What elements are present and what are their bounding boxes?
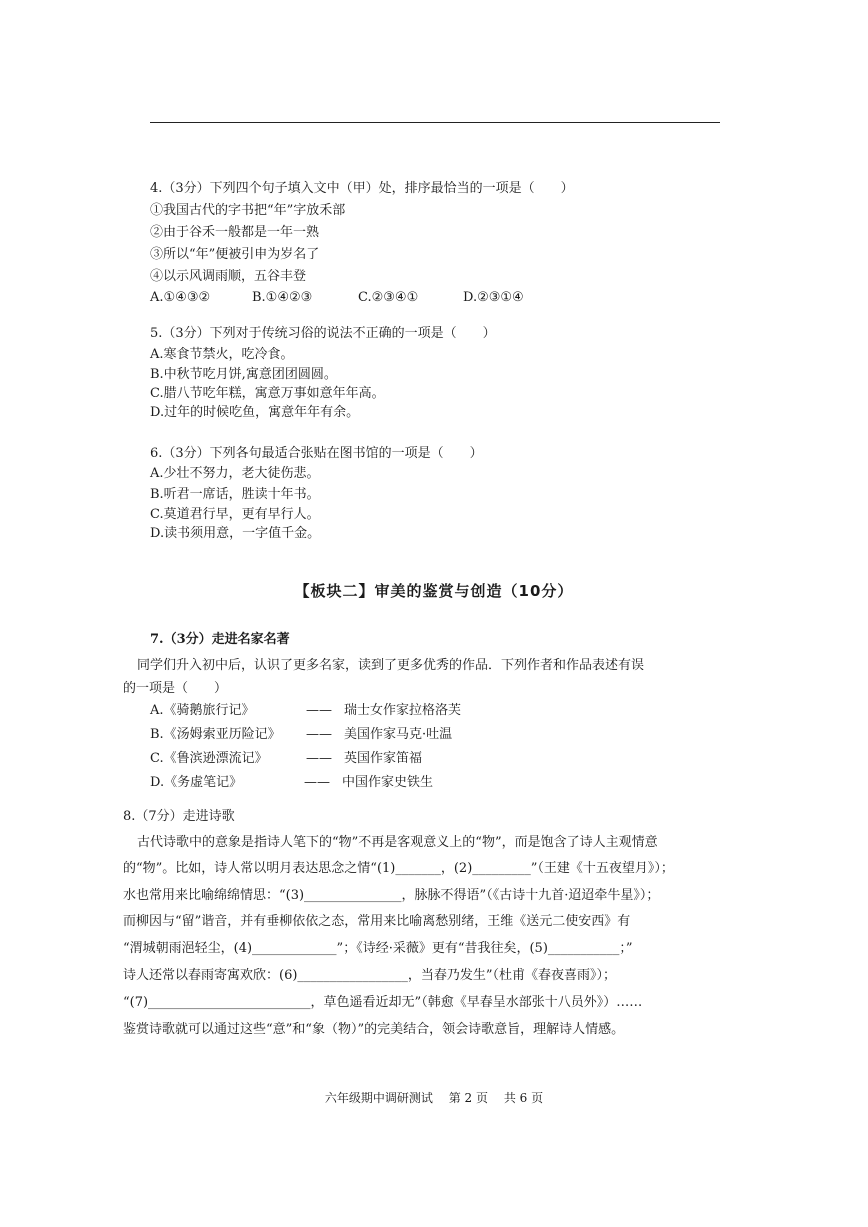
q7-option-b-author: 美国作家马克·吐温 [344,727,453,742]
q6-stem: 6.（3分）下列各句最适合张贴在图书馆的一项是（ ） [150,446,483,461]
q7-title: 7.（3分）走进名家名著 [150,632,290,647]
q8-title: 8.（7分）走进诗歌 [123,809,235,824]
footer-page-number: 第 2 页 [448,1091,488,1105]
q8-line: 而柳因与“留”谐音，并有垂柳依依之态，常用来比喻离愁别绪，王维《送元二使安西》有 [123,914,631,929]
q7-option-c-dash: —— [306,751,332,766]
header-rule [150,122,720,123]
q8-line: 古代诗歌中的意象是指诗人笔下的“物”不再是客观意义上的“物”，而是饱含了诗人主观情意 [137,835,658,850]
q7-option-b-dash: —— [306,727,332,742]
q7-option-c-author: 英国作家笛福 [344,751,423,766]
q8-line: “渭城朝雨浥轻尘，(4)_____________”；《诗经·采薇》更有“昔我往矣，(5)___________；” [123,941,633,956]
q8-line: 水也常用来比喻绵绵情思：“(3)_______________，脉脉不得语”（《古诗十九首·迢迢牵牛星》）； [123,888,660,903]
q4-item: ③所以“年”便被引申为岁名了 [150,247,320,262]
q5-option-b: B.中秋节吃月饼,寓意团团圆圆。 [150,367,337,382]
q7-option-d-dash: —— [304,775,330,790]
q8-line: 鉴赏诗歌就可以通过这些“意”和“象（物）”的完美结合，领会诗歌意旨，理解诗人情感。 [123,1022,625,1037]
q7-option-a-dash: —— [306,703,332,718]
footer-exam-name: 六年级期中调研测试 [324,1091,433,1105]
q6-option-a: A.少壮不努力，老大徒伤悲。 [150,466,320,481]
q8-line: 诗人还常以春雨寄寓欢欣：(6)_________________，当春乃发生”（杜甫《春夜喜雨》）； [123,968,617,983]
q7-option-d-author: 中国作家史铁生 [342,775,434,790]
q6-option-d: D.读书须用意，一字值千金。 [150,526,321,541]
q7-option-c-book: C.《鲁滨逊漂流记》 [150,751,268,766]
section-heading: 【板块二】审美的鉴赏与创造（10分） [294,582,574,600]
q7-option-a-author: 瑞士女作家拉格洛芙 [344,703,462,718]
q4-option-a: A.①④③② [150,290,211,305]
footer-total-pages: 共 6 页 [503,1091,544,1105]
q7-option-d-book: D.《务虚笔记》 [150,775,243,790]
q7-option-b-book: B.《汤姆索亚历险记》 [150,727,281,742]
page-footer [0,1089,868,1106]
q5-stem: 5.（3分）下列对于传统习俗的说法不正确的一项是（ ） [150,326,496,341]
q5-option-c: C.腊八节吃年糕，寓意万事如意年年高。 [150,386,385,401]
q6-option-b: B.听君一席话，胜读十年书。 [150,487,320,502]
q4-stem: 4.（3分）下列四个句子填入文中（甲）处，排序最恰当的一项是（ ） [150,181,574,196]
q4-option-c: C.②③④① [358,290,419,305]
q7-option-a-book: A.《骑鹅旅行记》 [150,703,255,718]
q4-option-b: B.①④②③ [252,290,313,305]
q5-option-a: A.寒食节禁火，吃冷食。 [150,347,294,362]
q4-item: ④以示风调雨顺，五谷丰登 [150,269,307,284]
q7-intro: 的一项是（ ） [123,681,228,696]
q5-option-d: D.过年的时候吃鱼，寓意年年有余。 [150,405,360,420]
q6-option-c: C.莫道君行早，更有早行人。 [150,507,320,522]
q4-option-d: D.②③①④ [463,290,524,305]
q4-item: ②由于谷禾一般都是一年一熟 [150,225,320,240]
q4-item: ①我国古代的字书把“年”字放禾部 [150,203,346,218]
q8-line: 的“物”。比如，诗人常以明月表达思念之情“(1)_______，(2)_________”（王建《十五夜望月》）； [123,861,674,876]
q7-intro: 同学们升入初中后，认识了更多名家，读到了更多优秀的作品．下列作者和作品表述有误 [137,658,645,673]
q8-line: “(7)_________________________，草色遥看近却无”（韩愈《早春呈水部张十八员外》）…… [123,995,643,1010]
